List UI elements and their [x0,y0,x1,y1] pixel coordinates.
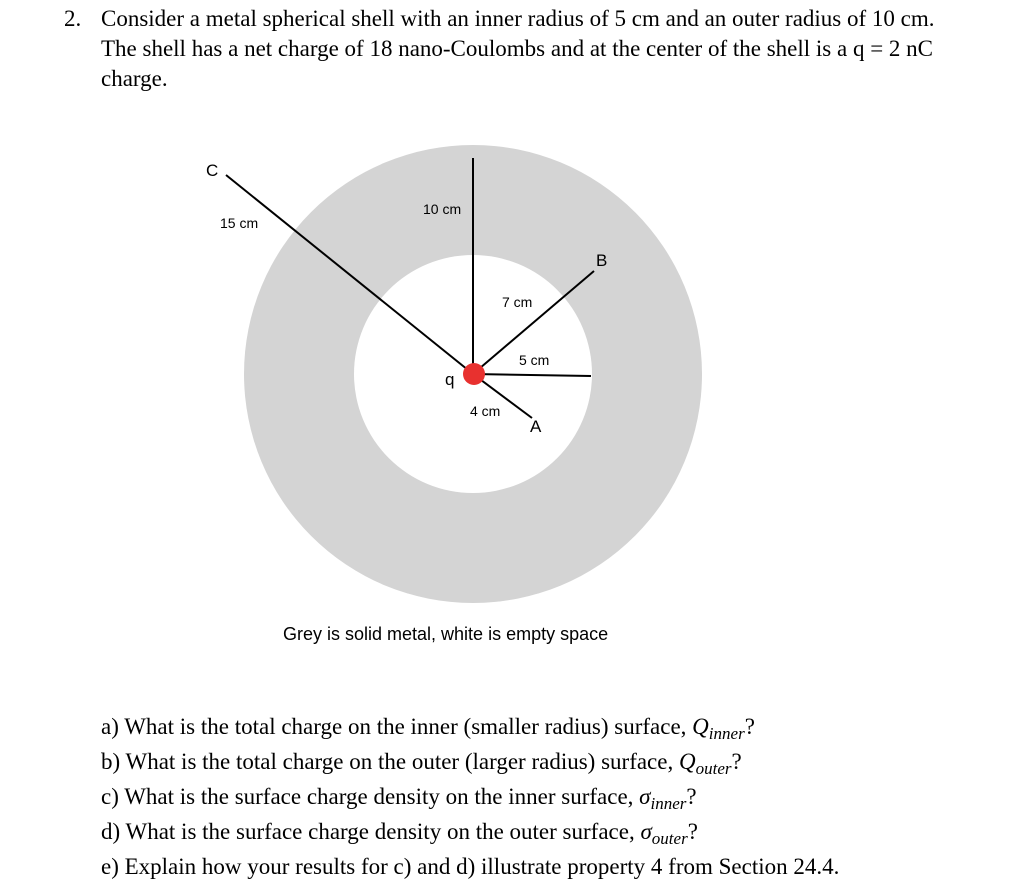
question-a-text: a) What is the total charge on the inner (smaller radius) surface, [101,714,693,739]
charge-q-label: q [445,370,455,389]
question-e-text: e) Explain how your results for c) and d) illustrate property 4 from Section 24.4. [101,854,840,879]
question-b-symbol: Q [678,749,696,774]
problem-line-1: Consider a metal spherical shell with an inner radius of 5 cm and an outer radius of 10 cm. [101,6,935,31]
question-b-text: b) What is the total charge on the outer (larger radius) surface, [101,749,679,774]
problem-line-3: charge. [101,66,168,91]
question-c-subscript: inner [650,794,687,813]
question-c-text: c) What is the surface charge density on the inner surface, [101,784,640,809]
question-b [101,745,1001,780]
question-e [101,850,1001,883]
distance-label-15cm: 15 cm [220,215,259,231]
question-d-symbol: σ [640,819,652,844]
question-c-end: ? [686,784,697,809]
problem-line-2: The shell has a net charge of 18 nano-Coulombs and at the center of the shell is a q = 2 nC [101,36,934,61]
question-a [101,710,1001,745]
question-b-subscript: outer [695,759,732,778]
distance-label-5cm: 5 cm [519,352,550,368]
question-list [101,710,1001,883]
question-d-subscript: outer [651,829,688,848]
question-a-symbol: Q [692,714,709,739]
distance-label-7cm: 7 cm [502,294,533,310]
distance-label-4cm: 4 cm [470,403,501,419]
question-c-symbol: σ [639,784,651,809]
distance-label-10cm: 10 cm [423,201,462,217]
question-a-subscript: inner [708,724,745,743]
question-d [101,815,1001,850]
question-d-text: d) What is the surface charge density on the outer surface, [101,819,641,844]
question-d-end: ? [687,819,698,844]
diagram-caption: Grey is solid metal, white is empty space [283,624,609,644]
question-c [101,780,1001,815]
problem-number: 2. [64,6,82,31]
question-b-end: ? [731,749,742,774]
point-a-label: A [530,417,542,436]
point-c-label: C [206,161,219,180]
point-b-label: B [596,251,608,270]
question-a-end: ? [744,714,755,739]
center-charge-q [463,363,485,385]
